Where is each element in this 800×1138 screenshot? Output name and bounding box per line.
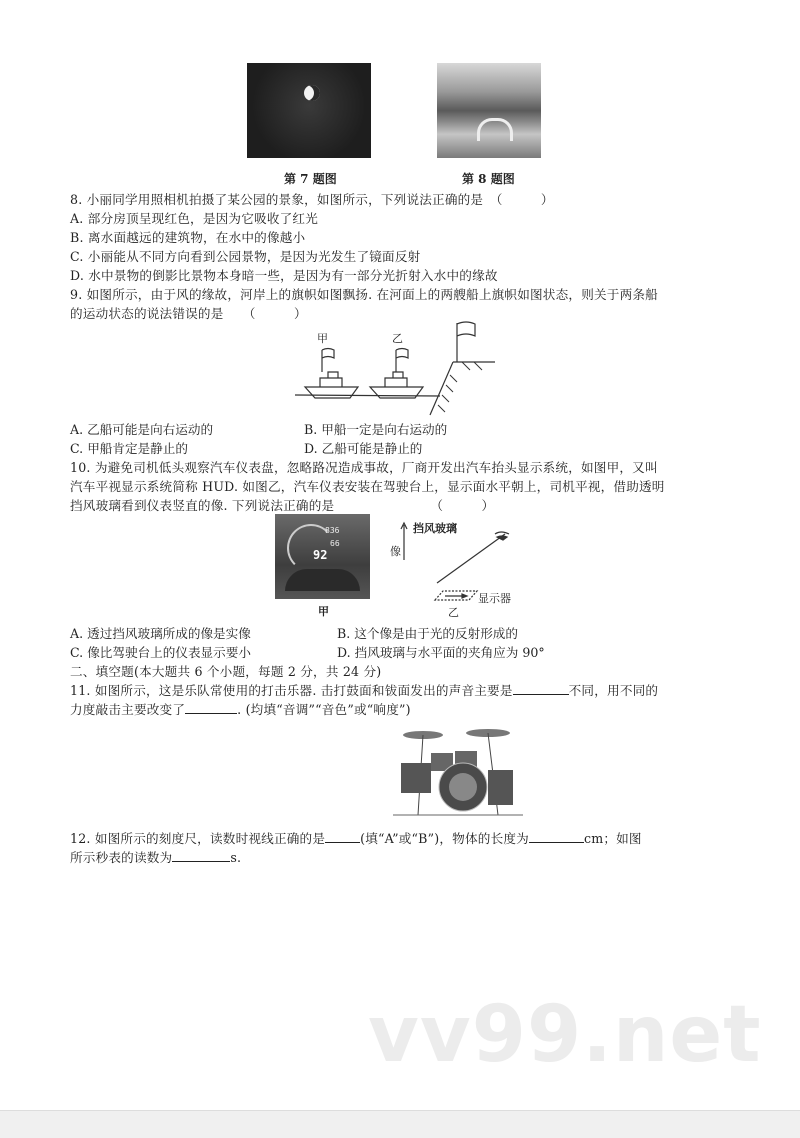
hud-speed-reading: 92 [313, 548, 328, 562]
hud-photo [275, 514, 370, 599]
q10-stem-3: 挡风玻璃看到仪表竖直的像. 下列说法正确的是 （ ） [70, 498, 495, 513]
bridge-shape [477, 118, 513, 141]
q10-option-b: B. 这个像是由于光的反射形成的 [337, 626, 518, 641]
q12-text: (填“A”或“B”)，物体的长度为 [360, 831, 529, 846]
q8-stem: 8. 小丽同学用照相机拍摄了某公园的景象，如图所示，下列说法正确的是 （ ） [70, 192, 554, 207]
q12-text: 12. 如图所示的刻度尺，读数时视线正确的是 [70, 831, 326, 846]
q8-option-b: B. 离水面越远的建筑物，在水中的像越小 [70, 230, 306, 245]
q12-blank-3[interactable] [172, 850, 230, 862]
q9-option-c: C. 甲船肯定是静止的 [70, 441, 188, 456]
q10-option-a: A. 透过挡风玻璃所成的像是实像 [70, 626, 251, 641]
drum-kit-photo [393, 725, 523, 817]
hud-mid-reading: 66 [330, 539, 340, 548]
fig8-caption: 第 8 题图 [462, 172, 515, 186]
hud-top-reading: 836 [325, 526, 340, 535]
image-label: 像 [390, 545, 401, 558]
q10-option-d: D. 挡风玻璃与水平面的夹角应为 90° [337, 645, 545, 660]
hud-jia-label: 甲 [318, 605, 329, 618]
q11-text: 力度敲击主要改变了 [70, 702, 186, 717]
q12-text: s. [230, 850, 242, 865]
q11-text: 不同，用不同的 [568, 683, 659, 698]
q11-blank-1[interactable] [513, 683, 569, 695]
fig7-eclipse-photo [247, 63, 371, 158]
q12-line-1 [70, 828, 642, 847]
q11-line-1 [70, 680, 658, 699]
q10-option-c: C. 像比驾驶台上的仪表显示要小 [70, 645, 251, 660]
display-label: 显示器 [478, 592, 511, 605]
q9-stem-2: 的运动状态的说法错误的是 （ ） [70, 306, 307, 321]
hud-yi-label: 乙 [448, 606, 459, 619]
fig8-park-photo [437, 63, 541, 158]
q11-line-2 [70, 699, 411, 718]
boat-jia-label: 甲 [317, 332, 328, 345]
moon-icon [304, 85, 320, 101]
q11-text: 11. 如图所示，这是乐队常使用的打击乐器. 击打鼓面和钹面发出的声音主要是 [70, 683, 513, 698]
q9-stem-1: 9. 如图所示，由于风的缘故，河岸上的旗帜如图飘扬. 在河面上的两艘船上旗帜如图状态，则关于两条船 [70, 287, 658, 302]
page-bottom-edge [0, 1110, 800, 1138]
windshield-label: 挡风玻璃 [413, 522, 457, 535]
q12-text: 所示秒表的读数为 [70, 850, 173, 865]
q12-blank-2[interactable] [529, 831, 584, 843]
q8-option-c: C. 小丽能从不同方向看到公园景物，是因为光发生了镜面反射 [70, 249, 421, 264]
fig7-caption: 第 7 题图 [284, 172, 337, 186]
q12-line-2 [70, 847, 241, 866]
watermark: vv99.net [368, 990, 762, 1080]
q9-option-d: D. 乙船可能是静止的 [304, 441, 423, 456]
q10-stem-2: 汽车平视显示系统简称 HUD. 如图乙，汽车仪表安装在驾驶台上，显示面水平朝上，司机平视，借助透明 [70, 479, 665, 494]
q10-stem-1: 10. 为避免司机低头观察汽车仪表盘，忽略路况造成事故，厂商开发出汽车抬头显示系统，如图甲，又叫 [70, 460, 658, 475]
q8-option-d: D. 水中景物的倒影比景物本身暗一些，是因为有一部分光折射入水中的缘故 [70, 268, 498, 283]
q12-text: cm；如图 [583, 831, 642, 846]
q9-option-b: B. 甲船一定是向右运动的 [304, 422, 448, 437]
boat-yi-label: 乙 [392, 332, 403, 345]
section-2-heading: 二、填空题(本大题共 6 个小题，每题 2 分，共 24 分) [70, 664, 382, 679]
q9-boats-diagram [290, 320, 510, 420]
hud-optics-diagram [390, 510, 550, 619]
q11-blank-2[interactable] [185, 702, 237, 714]
q12-blank-1[interactable] [325, 831, 360, 843]
q9-option-a: A. 乙船可能是向右运动的 [70, 422, 214, 437]
q8-option-a: A. 部分房顶呈现红色，是因为它吸收了红光 [70, 211, 318, 226]
q11-text: . (均填“音调”“音色”或“响度”) [237, 702, 411, 717]
